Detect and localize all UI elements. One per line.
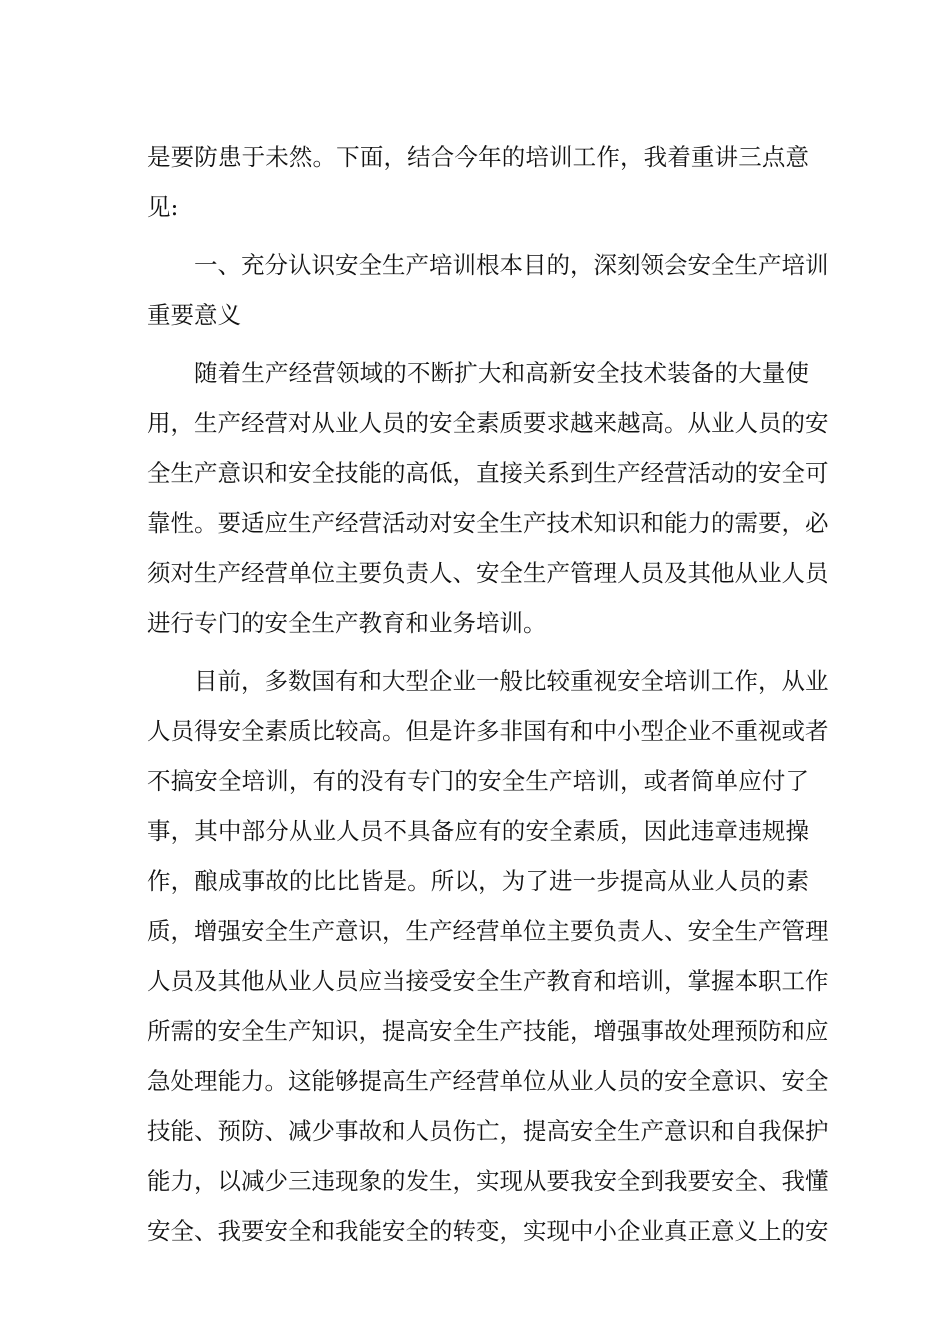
- text-line: 安全、我要安全和我能安全的转变，实现中小企业真正意义上的安: [147, 1217, 829, 1245]
- text-line: 急处理能力。这能够提高生产经营单位从业人员的安全意识、安全: [147, 1067, 829, 1095]
- text-line: 目前，多数国有和大型企业一般比较重视安全培训工作，从业: [194, 667, 829, 695]
- paragraph-current-status: [147, 656, 829, 1256]
- text-line: 人员及其他从业人员应当接受安全生产教育和培训，掌握本职工作: [147, 967, 829, 995]
- text-line: 须对生产经营单位主要负责人、安全生产管理人员及其他从业人员: [147, 559, 829, 587]
- heading-line: 一、充分认识安全生产培训根本目的，深刻领会安全生产培训: [194, 251, 829, 279]
- text-line: 用，生产经营对从业人员的安全素质要求越来越高。从业人员的安: [147, 409, 829, 437]
- text-line: 不搞安全培训，有的没有专门的安全生产培训，或者简单应付了: [147, 767, 809, 795]
- text-line: 技能、预防、减少事故和人员伤亡，提高安全生产意识和自我保护: [147, 1117, 829, 1145]
- document-body: [147, 132, 829, 1256]
- text-line: 事，其中部分从业人员不具备应有的安全素质，因此违章违规操: [147, 817, 809, 845]
- section-heading-1: [147, 240, 829, 340]
- text-line: 随着生产经营领域的不断扩大和高新安全技术装备的大量使: [194, 359, 809, 387]
- text-line: 质，增强安全生产意识，生产经营单位主要负责人、安全生产管理: [147, 917, 829, 945]
- text-line: 能力，以减少三违现象的发生，实现从要我安全到我要安全、我懂: [147, 1167, 829, 1195]
- paragraph-background: [147, 348, 829, 648]
- text-line: 全生产意识和安全技能的高低，直接关系到生产经营活动的安全可: [147, 459, 829, 487]
- text-line: 作，酿成事故的比比皆是。所以，为了进一步提高从业人员的素: [147, 867, 809, 895]
- text-line: 所需的安全生产知识，提高安全生产技能，增强事故处理预防和应: [147, 1017, 829, 1045]
- text-line: 靠性。要适应生产经营活动对安全生产技术知识和能力的需要，必: [147, 509, 829, 537]
- paragraph-intro: [147, 132, 809, 232]
- text-line: 是要防患于未然。下面，结合今年的培训工作，我着重讲三点意: [147, 143, 809, 171]
- text-line: 人员得安全素质比较高。但是许多非国有和中小型企业不重视或者: [147, 717, 829, 745]
- text-line: 进行专门的安全生产教育和业务培训。: [147, 609, 547, 637]
- heading-line: 重要意义: [147, 301, 241, 329]
- text-line: 见:: [147, 193, 179, 221]
